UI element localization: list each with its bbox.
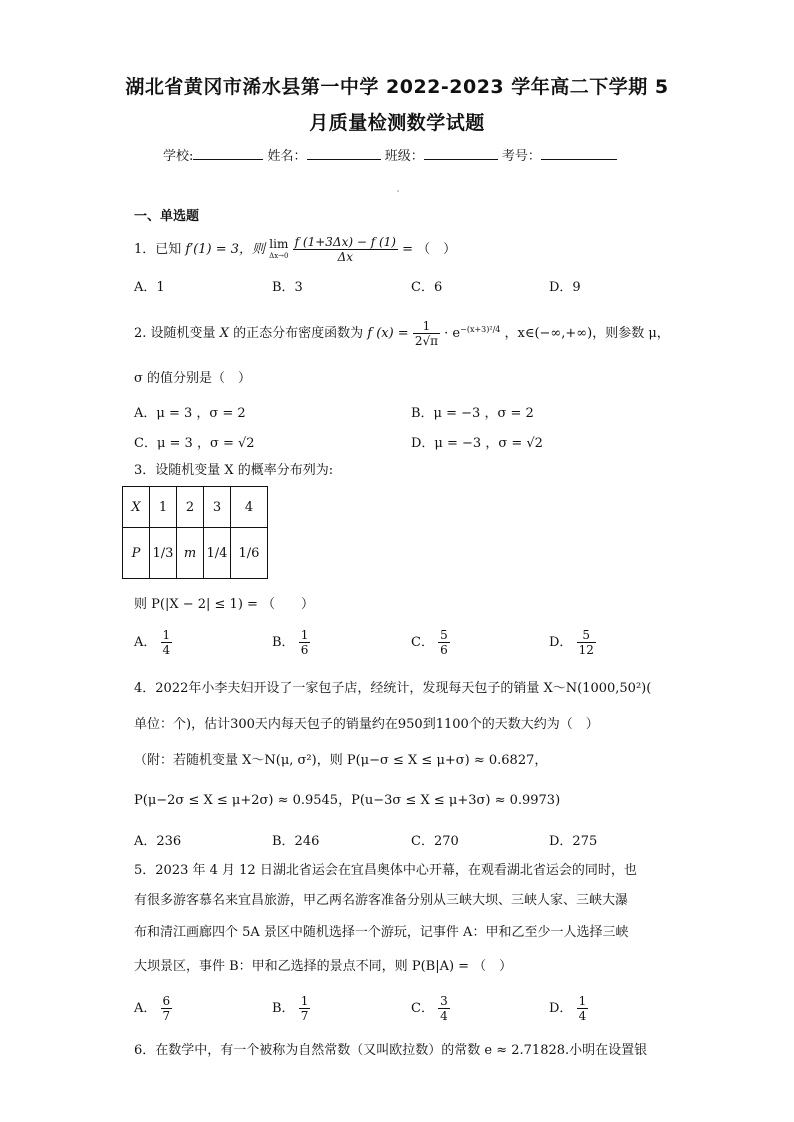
denominator: 12 [578,643,594,657]
q5-option-a[interactable] [134,994,172,1023]
q2-f: f (x) = [367,326,409,341]
header-fields [163,146,617,166]
q2-text-a: 2. 设随机变量 [134,326,216,341]
q5-line-4: 大坝景区，事件 B：甲和乙选择的景点不同，则 P(B|A) = （ ） [134,959,513,974]
denominator: 4 [440,1009,448,1023]
denominator: 6 [300,643,309,657]
school-blank [193,146,263,160]
q2-option-d[interactable]: D．μ = −3 ，σ = √2 [411,436,543,451]
table-row-x [123,487,268,528]
table-cell: 1 [150,487,177,528]
q5-option-d-label: D． [549,1001,573,1016]
numerator: 5 [440,628,448,642]
q3-option-b[interactable] [272,628,310,657]
q5-option-a-label: A． [134,1001,157,1016]
school-label: 学校: [163,149,194,164]
q1-prefix: 1．已知 [134,242,182,257]
q3-text: 3．设随机变量 X 的概率分布列为: [134,463,334,478]
denominator: 7 [300,1009,309,1023]
q2-option-b[interactable]: B．μ = −3 ，σ = 2 [411,406,534,421]
numerator: 1 [300,628,309,642]
numerator: 6 [162,994,171,1008]
q1-denominator: Δx [337,250,354,264]
name-label: 姓名： [267,149,307,164]
table-cell: P [123,528,150,579]
q2-denominator: 2√π [414,334,439,348]
q5-line-1: 5．2023 年 4 月 12 日湖北省运会在宜昌奥体中心开幕，在观看湖北省运会的同时，也 [134,863,637,878]
q4-option-c[interactable]: C．270 [411,834,459,849]
q3-option-d-fraction [577,628,596,657]
denominator: 7 [162,1009,171,1023]
q3-option-c-label: C． [411,635,434,650]
table-cell: m [177,528,204,579]
table-cell: X [123,487,150,528]
q3-option-d[interactable] [549,628,596,657]
q4-option-d[interactable]: D．275 [549,834,598,849]
q1-fraction [293,235,398,264]
q2-domain: ，x∈(−∞,+∞)，则参数 μ， [504,326,670,341]
question-2 [134,316,670,352]
q4-line-3: （附：若随机变量 X～N(μ, σ²)，则 P(μ−σ ≤ X ≤ μ+σ) ≈ 0.6827， [134,753,548,768]
q5-line-2: 有很多游客慕名来宜昌旅游，甲乙两名游客准备分别从三峡大坝、三峡人家、三峡大瀑 [134,893,629,908]
exam-no-blank [541,146,617,160]
q2-text-b: 的正态分布密度函数为 [233,326,364,341]
q5-option-a-fraction [161,994,173,1023]
numerator: 5 [577,628,596,643]
q1-option-b[interactable]: B．3 [272,280,303,295]
q5-option-d[interactable] [549,994,588,1023]
q5-option-d-fraction [577,994,589,1023]
q5-option-c-label: C． [411,1001,434,1016]
numerator: 1 [162,628,171,642]
class-blank [424,146,498,160]
q3-option-a-label: A． [134,635,157,650]
q1-lim-sub: Δx→0 [269,251,289,260]
table-cell: 1/6 [231,528,268,579]
q1-given: f′(1) = 3，则 [185,242,266,257]
table-cell: 1/3 [150,528,177,579]
q3-ask: 则 P(|X − 2| ≤ 1) = （ ） [134,597,315,612]
table-row-p [123,528,268,579]
q3-option-a-fraction [161,628,173,657]
numerator: 1 [578,994,587,1008]
q4-line-4: P(μ−2σ ≤ X ≤ μ+2σ) ≈ 0.9545，P(u−3σ ≤ X ≤ μ+3σ) ≈ 0.9973) [134,793,561,808]
table-cell: 1/4 [204,528,231,579]
class-label: 班级： [384,149,424,164]
exam-no-label: 考号： [501,149,541,164]
q2-fraction [413,319,440,348]
q1-option-c[interactable]: C．6 [411,280,443,295]
numerator: 1 [300,994,309,1008]
q4-option-b[interactable]: B．246 [272,834,320,849]
q1-option-a[interactable]: A．1 [134,280,165,295]
q3-option-b-fraction [299,628,311,657]
q5-line-3: 布和清江画廊四个 5A 景区中随机选择一个游玩，记事件 A：甲和乙至少一人选择三峡 [134,925,629,940]
q3-option-c-fraction [438,628,450,657]
q5-option-c[interactable] [411,994,450,1023]
q3-option-c[interactable] [411,628,450,657]
denominator: 4 [162,643,171,657]
q2-exp-base: · e [444,326,461,341]
q3-option-a[interactable] [134,628,172,657]
numerator: 3 [440,994,448,1008]
table-cell: 2 [177,487,204,528]
q1-option-d[interactable]: D．9 [549,280,581,295]
q5-option-c-fraction [438,994,450,1023]
q3-option-d-label: D． [549,635,573,650]
q2-option-c[interactable]: C．μ = 3 ，σ = √2 [134,436,255,451]
question-1 [134,232,456,268]
title-line-2: 月质量检测数学试题 [309,112,485,134]
section-heading: 一、单选题 [134,209,200,224]
q5-option-b-fraction [299,994,311,1023]
q2-var: X [219,326,229,341]
q6-line-1: 6．在数学中，有一个被称为自然常数（又叫欧拉数）的常数 e ≈ 2.71828.小明在设置银 [134,1043,648,1058]
q1-suffix: = （ ） [402,242,457,257]
q5-option-b[interactable] [272,994,310,1023]
q2-exponent: −(x+3)²/4 [460,325,501,334]
name-blank [307,146,381,160]
q3-option-b-label: B． [272,635,295,650]
q4-line-1: 4．2022年小李夫妇开设了一家包子店，经统计，发现每天包子的销量 X～N(1000,50²)( [134,681,652,696]
q2-numerator: 1 [413,319,440,334]
table-cell: 3 [204,487,231,528]
q2-option-a[interactable]: A．μ = 3 ，σ = 2 [134,406,246,421]
title-line-1: 湖北省黄冈市浠水县第一中学 2022-2023 学年高二下学期 5 [125,76,669,98]
distribution-table [122,486,268,579]
q2-line-2: σ 的值分别是（ ） [134,371,252,386]
q1-lim-word: lim [269,236,289,251]
q5-option-b-label: B． [272,1001,295,1016]
denominator: 6 [440,643,448,657]
q4-option-a[interactable]: A．236 [134,834,182,849]
table-cell: 4 [231,487,268,528]
denominator: 4 [578,1009,587,1023]
q4-line-2: 单位：个)，估计300天内每天包子的销量约在950到1100个的天数大约为（ ） [134,717,599,732]
decorative-dot [397,190,399,192]
q1-numerator: f (1+3Δx) − f (1) [294,235,396,249]
q1-limit [269,238,288,262]
